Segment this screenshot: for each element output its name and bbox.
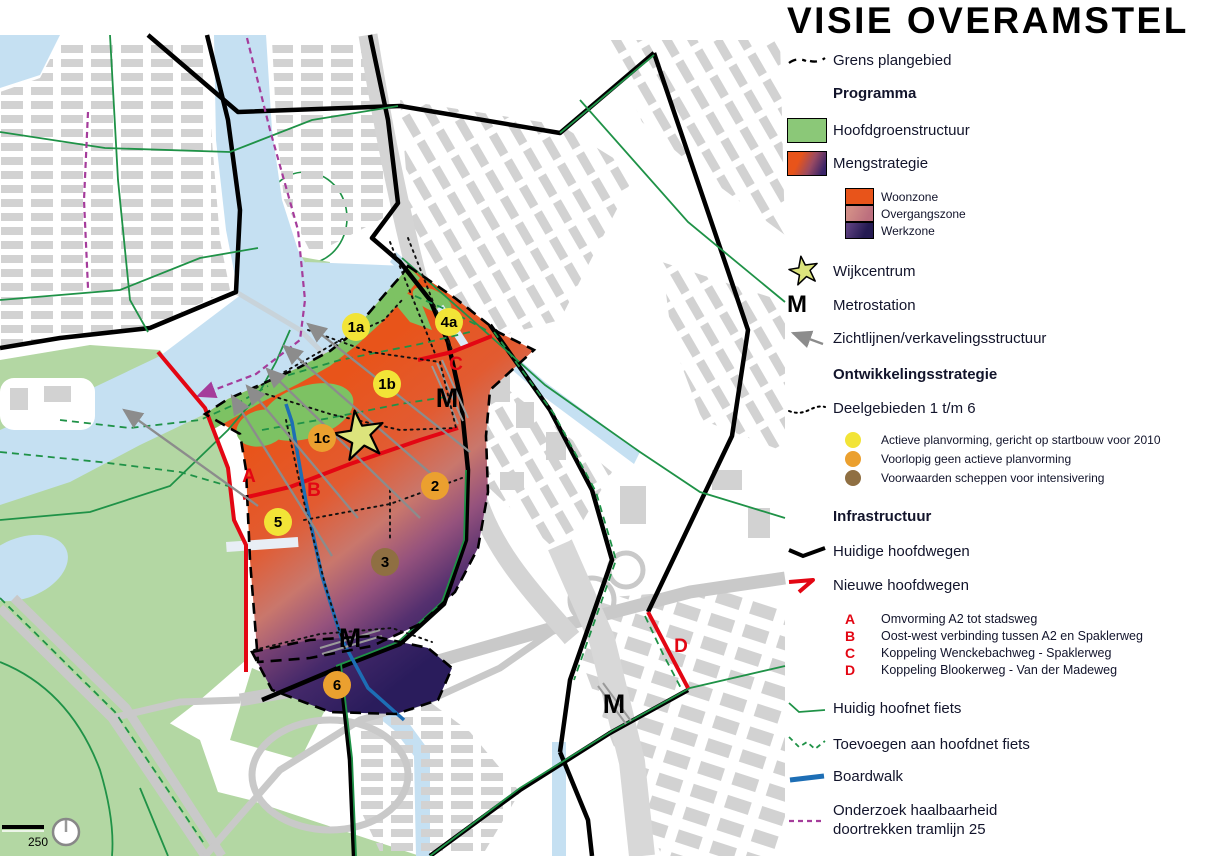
woonzone-swatch (845, 188, 874, 205)
road-letter-C: C (449, 354, 463, 375)
area-marker-3 (371, 548, 399, 576)
deelgebieden-dotted-icon (787, 401, 833, 417)
legend-mengstrategie: Mengstrategie (787, 151, 928, 176)
svg-text:3: 3 (380, 554, 390, 571)
actieve-dot-icon (845, 432, 861, 448)
svg-text:6: 6 (332, 677, 342, 694)
legend-actieve-planvorming: Actieve planvorming, gericht op startbouw voor 2010 (787, 432, 1161, 448)
svg-text:1a: 1a (347, 319, 365, 336)
svg-text:5: 5 (273, 514, 283, 531)
legend-panel (787, 0, 1215, 856)
svg-text:1b: 1b (378, 376, 396, 393)
scale-label: 250 (27, 835, 49, 849)
legend-toevoegen-fiets: Toevoegen aan hoofdnet fiets (787, 733, 1030, 755)
legend-voorlopig: Voorlopig geen actieve planvorming (787, 451, 1071, 467)
legend-road-C: C Koppeling Wenckebachweg - Spaklerweg (845, 645, 1112, 661)
tramlijn-line-icon (787, 813, 833, 829)
area-marker-5 (264, 508, 292, 536)
legend-huidige-hoofdwegen: Huidige hoofdwegen (787, 541, 970, 561)
nieuwe-hoofdwegen-line-icon (787, 575, 833, 595)
tramlijn-label-line2: doortrekken tramlijn 25 (833, 820, 986, 838)
legend-grens: Grens plangebied (787, 50, 951, 70)
road-letter-B: B (307, 480, 321, 501)
toevoegen-fiets-line-icon (787, 733, 833, 755)
area-marker-2 (421, 472, 449, 500)
legend-wijkcentrum: Wijkcentrum (787, 254, 916, 288)
area-marker-1b (373, 370, 401, 398)
wijkcentrum-star-icon (787, 254, 833, 288)
legend-voorwaarden: Voorwaarden scheppen voor intensivering (787, 470, 1104, 486)
legend-huidig-fiets: Huidig hoofnet fiets (787, 698, 961, 718)
page-title: VISIE OVERAMSTEL (787, 0, 1189, 41)
legend-hoofdgroen: Hoofdgroenstructuur (787, 118, 970, 143)
legend-metrostation: M Metrostation (787, 291, 916, 318)
legend-overgangszone: Overgangszone (787, 205, 966, 222)
legend-ontwikkelingsstrategie-header: Ontwikkelingsstrategie (833, 366, 998, 383)
legend-infrastructuur-header: Infrastructuur (833, 508, 932, 525)
legend-road-D: D Koppeling Blookerweg - Van der Madeweg (845, 662, 1118, 678)
metro-station-label: M (338, 623, 362, 653)
legend-werkzone: Werkzone (787, 222, 935, 239)
metro-station-label: M (602, 689, 626, 719)
metro-station-label: M (435, 383, 459, 413)
metro-m-icon: M (787, 291, 807, 318)
hoofdgroen-swatch (787, 118, 827, 143)
voorwaarden-dot-icon (845, 470, 861, 486)
legend-tramlijn (787, 802, 997, 840)
legend-road-A: A Omvorming A2 tot stadsweg (845, 611, 1038, 627)
legend-zichtlijnen: Zichtlijnen/verkavelingsstructuur (787, 328, 1046, 348)
werkzone-swatch (845, 222, 874, 239)
overgangszone-swatch (845, 205, 874, 222)
legend-road-B: B Oost-west verbinding tussen A2 en Spaklerweg (845, 628, 1143, 644)
tramlijn-label-line1: Onderzoek haalbaarheid (833, 802, 998, 819)
road-letter-D: D (674, 636, 688, 657)
area-marker-6 (323, 671, 351, 699)
boardwalk-line-icon (787, 769, 833, 785)
mengstrategie-swatch (787, 151, 827, 176)
huidige-hoofdwegen-line-icon (787, 541, 833, 561)
voorlopig-dot-icon (845, 451, 861, 467)
sightline-arrow-icon (787, 328, 833, 348)
area-marker-1c (308, 424, 336, 452)
plan-boundary-swatch (787, 50, 833, 70)
svg-text:4a: 4a (440, 314, 458, 331)
legend-deelgebieden: Deelgebieden 1 t/m 6 (787, 400, 976, 417)
area-marker-4a (435, 308, 463, 336)
legend-programma-header: Programma (833, 85, 917, 102)
area-marker-1a (342, 313, 370, 341)
svg-text:1c: 1c (313, 430, 331, 447)
svg-text:2: 2 (430, 478, 440, 495)
legend-boardwalk: Boardwalk (787, 768, 903, 785)
road-letter-A: A (242, 466, 256, 487)
legend-nieuwe-hoofdwegen: Nieuwe hoofdwegen (787, 575, 969, 595)
legend-woonzone: Woonzone (787, 188, 938, 205)
north-compass (53, 819, 79, 845)
huidig-fiets-line-icon (787, 698, 833, 718)
